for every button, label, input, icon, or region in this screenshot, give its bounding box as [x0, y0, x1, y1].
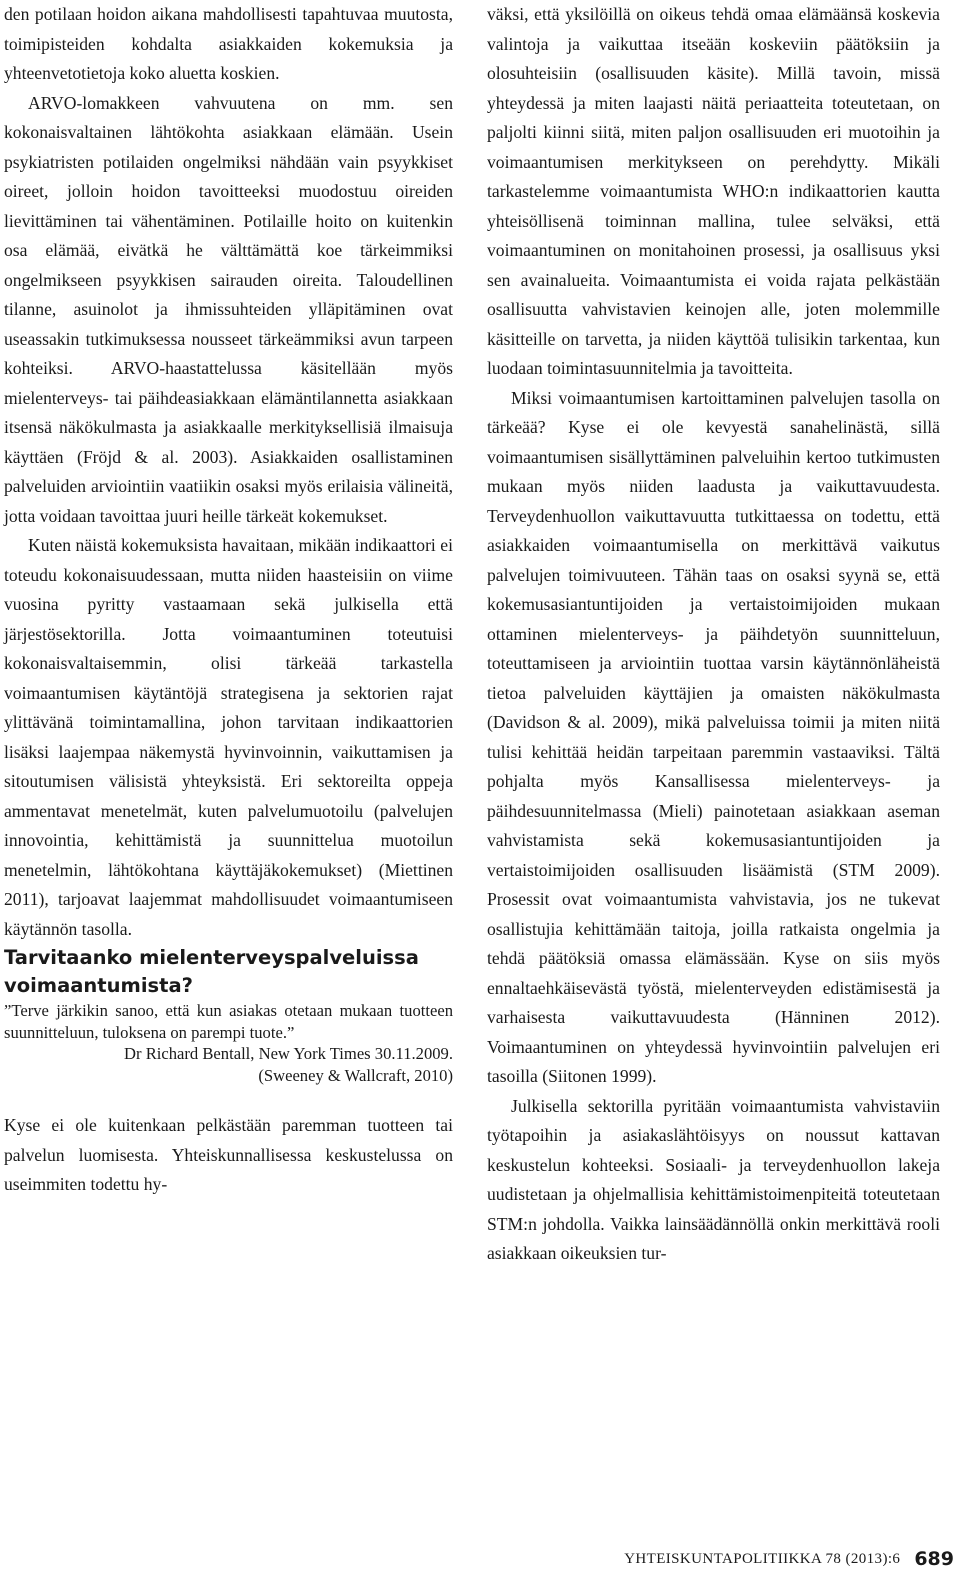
epigraph-quote: ”Terve järkikin sanoo, että kun asiakas otetaan mukaan tuotteen suunnitteluun, tuloksena on parempi tuote.”	[4, 1001, 453, 1042]
page-number: 689	[914, 1548, 954, 1570]
epigraph-source: Dr Richard Bentall, New York Times 30.11.2009.	[124, 1044, 453, 1063]
left-column	[4, 0, 453, 1200]
right-paragraph-3: Julkisella sektorilla pyritään voimaantumista vahvistaviin työtapoihin ja asiakaslähtöisyys on noussut kattavan keskustelun kohteeksi. Sosiaali- ja terveydenhuollon lakeja uudistetaan ja ohjelmallisia kehittämistoimenpiteitä toteutetaan STM:n johdolla. Vaikka lainsäädännöllä onkin merkittävä rooli asiakkaan oikeuksien tur-	[487, 1095, 940, 1263]
epigraph-citation: (Sweeney & Wallcraft, 2010)	[258, 1065, 453, 1085]
left-paragraph-4: Kyse ei ole kuitenkaan pelkästään paremman tuotteen tai palvelun luomisesta. Yhteiskunnallisessa keskustelussa on useimmiten todettu hy-	[4, 1115, 453, 1194]
journal-name: YHTEISKUNTAPOLITIIKKA 78 (2013):6	[624, 1550, 901, 1567]
section-heading: Tarvitaanko mielenterveyspalveluissa voimaantumista?	[4, 946, 419, 997]
page-footer	[570, 1548, 954, 1570]
right-paragraph-2: Miksi voimaantumisen kartoittaminen palvelujen tasolla on tärkeää? Kyse ei ole kevyestä sanahelinästä, sillä voimaantumisen sisällyttäminen palveluihin kertoo tutkimusten mukaan myös niiden laadusta ja vaikuttavuudesta. Terveydenhuollon vaikuttavuutta tutkittaessa on todettu, että asiakkaiden voimaantumisella on merkittävä vaikutus palvelujen toimivuuteen. Tähän taas on osaksi syynä se, että kokemusasiantuntijoiden ja vertaistoimijoiden mukaan ottaminen mielenterveys- ja päihdetyön suunnitteluun, toteuttamiseen ja arviointiin tuottaa varsin käytännönläheistä tietoa palveluiden käyttäjien ja omaisten näkökulmasta (Davidson & al. 2009), mikä palveluissa toimii ja miten niitä tulisi kehittää heidän tarpeitaan paremmin vastaaviksi. Tältä pohjalta myös Kansallisessa mielenterveys- ja päihdesuunnitelmassa (Mieli) painotetaan asiakkaan aseman vahvistamista sekä kokemusasiantuntijoiden ja vertaistoimijoiden osallisuuden lisäämistä (STM 2009). Prosessit ovat voimaantumista vahvistavia, jos ne tukevat osallistujia kehittämään taitoja, joilla ratkaista ongelmia ja tehdä päätöksiä omassa elämässään. Kyse on siis myös ennaltaehkäisevästä työstä, mielenterveyden edistämisestä ja varhaisesta vaikuttavuudesta (Hänninen 2012). Voimaantuminen on yhteydessä hyvinvointiin palvelujen eri tasoilla (Siitonen 1999).	[487, 387, 940, 1086]
right-column	[487, 0, 940, 1269]
left-paragraph-3: Kuten näistä kokemuksista havaitaan, mikään indikaattori ei toteudu kokonaisuudessaan, mutta niiden haasteisiin on viime vuosina pyritty vastaamaan sekä julkisella että järjestösektorilla. Jotta voimaantuminen toteutuisi kokonaisvaltaisemmin, olisi tärkeää tarkastella voimaantumisen käytäntöjä strategisena ja sektorien rajat ylittävänä toimintamallina, johon tarvitaan indikaattorien lisäksi laajempaa näkemystä hyvinvoinnin, vaikuttamisen ja sitoutumisen välisistä yhteyksistä. Eri sektoreilta oppeja ammentavat menetelmät, kuten palvelumuotoilu (palvelujen innovointia, kehittämistä ja suunnittelua muotoilun menetelmin, lähtökohtana käyttäjäkokemukset) (Miettinen 2011), tarjoavat laajemmat mahdollisuudet voimaantumiseen käytännön tasolla.	[4, 535, 453, 939]
left-paragraph-2: ARVO-lomakkeen vahvuutena on mm. sen kokonaisvaltainen lähtökohta asiakkaan elämään. Usein psykiatristen potilaiden ongelmiksi nähdään vain psyykkiset oireet, jolloin hoidon tavoitteeksi muodostuu oireiden lievittäminen tai vähentäminen. Potilaille hoito on kuitenkin osa elämää, eivätkä he välttämättä koe tärkeimmiksi ongelmikseen psyykkisen sairauden oireita. Taloudellinen tilanne, asuinolot ja ihmissuhteiden ylläpitäminen ovat useassakin tutkimuksessa nousseet tärkeämmiksi avun tarpeen kohteiksi. ARVO-haastattelussa käsitellään myös mielenterveys- tai päihdeasiakkaan elämäntilannetta asiakkaan itsensä näkökulmasta ja asiakkaalle merkityksellisiä ilmaisuja käyttäen (Fröjd & al. 2003). Asiakkaiden osallistaminen palveluiden arviointiin vaatiikin osaksi myös erilaisia välineitä, jotta voidaan tavoittaa juuri heille tärkeät kokemukset.	[4, 92, 453, 526]
right-paragraph-1: väksi, että yksilöillä on oikeus tehdä omaa elämäänsä koskevia valintoja ja vaikuttaa itseään koskeviin päätöksiin ja olosuhteisiin (osallisuuden käsite). Millä tavoin, missä yhteydessä ja miten laajasti näitä periaatteita toteutetaan, on paljolti kiinni siitä, miten paljon osallisuuden eri muotoihin ja voimaantumisen merkitykseen on perehdytty. Mikäli tarkastelemme voimaantumista WHO:n indikaattorien kautta yhteisöllisenä toiminnan mallina, tulee selväksi, että voimaantuminen on monitahoinen prosessi, ja osallisuus yksi sen avainalueita. Voimaantumista ei voida rajata pelkästään osallisuutta vahvistavien keinojen alle, joten molemmille käsitteille on tarvetta, ja niiden käyttöä tulisikin tarkentaa, kun luodaan toimintasuunnitelmia ja tavoitteita.	[487, 4, 940, 378]
left-paragraph-1: den potilaan hoidon aikana mahdollisesti tapahtuvaa muutosta, toimipisteiden kohdalta asiakkaiden kokemuksia ja yhteenvetotietoja koko aluetta koskien.	[4, 4, 453, 83]
